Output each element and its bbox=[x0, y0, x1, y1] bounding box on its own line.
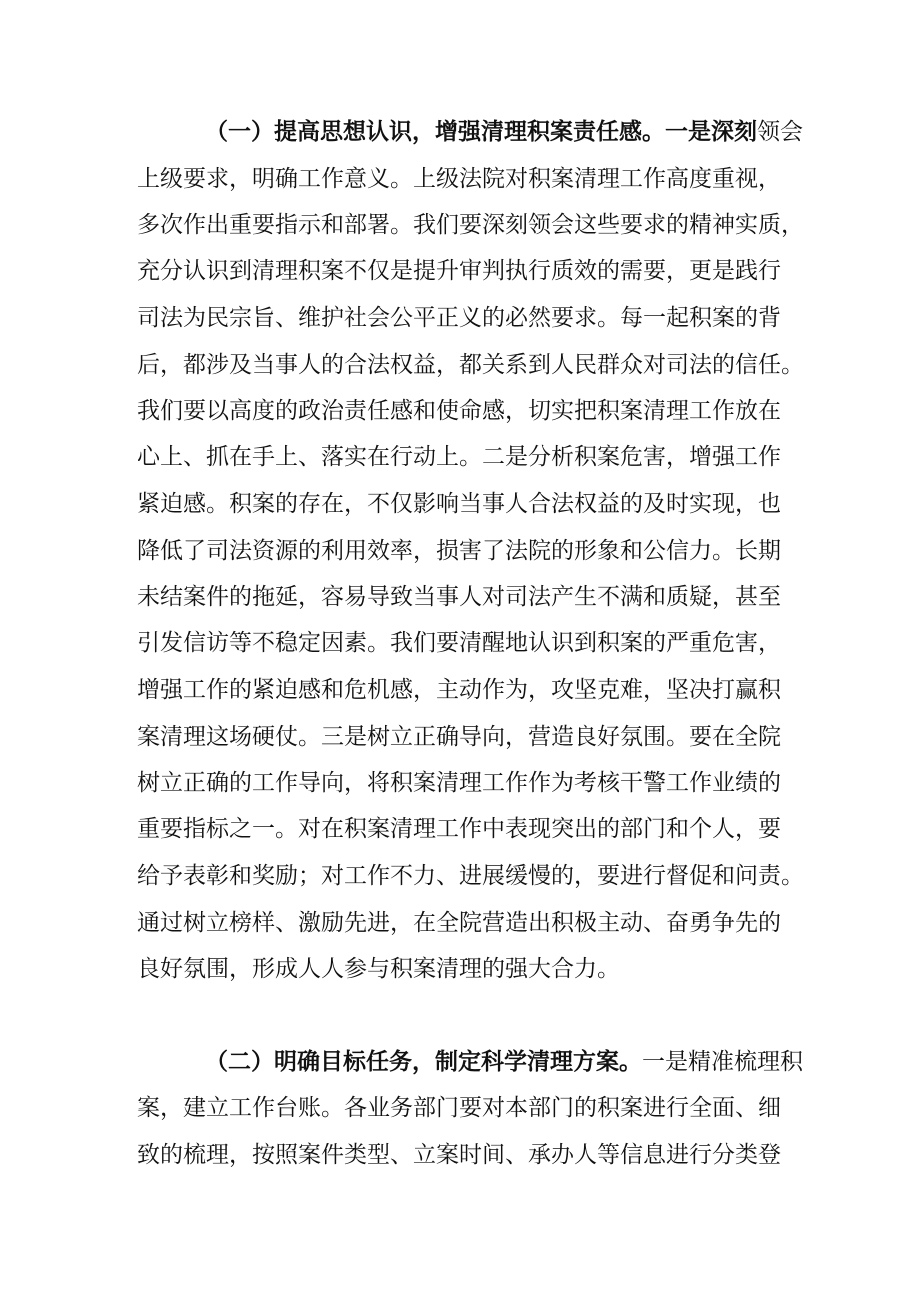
paragraph-1-text: 领会 bbox=[757, 119, 803, 145]
paragraph-1-line-14: 案清理这场硬仗。三是树立正确导向，营造良好氛围。要在全院 bbox=[137, 724, 781, 750]
paragraph-1-line-13: 增强工作的紧迫感和危机感，主动作为，攻坚克难，坚决打赢积 bbox=[137, 677, 781, 703]
paragraph-1-line-9: 紧迫感。积案的存在，不仅影响当事人合法权益的及时实现，也 bbox=[137, 491, 781, 517]
paragraph-1-line-6: 后，都涉及当事人的合法权益，都关系到人民群众对司法的信任。 bbox=[137, 352, 804, 378]
paragraph-1-line-18: 通过树立榜样、激励先进，在全院营造出积极主动、奋勇争先的 bbox=[137, 910, 781, 936]
paragraph-1-line-17: 给予表彰和奖励；对工作不力、进展缓慢的，要进行督促和问责。 bbox=[137, 863, 804, 889]
paragraph-1-line-7: 我们要以高度的政治责任感和使命感，切实把积案清理工作放在 bbox=[137, 398, 781, 424]
paragraph-1-line-1 bbox=[205, 107, 803, 157]
paragraph-1-line-2: 上级要求，明确工作意义。上级法院对积案清理工作高度重视， bbox=[137, 166, 781, 192]
paragraph-2-line-1 bbox=[205, 1037, 803, 1087]
paragraph-1-line-12: 引发信访等不稳定因素。我们要清醒地认识到积案的严重危害， bbox=[137, 630, 781, 656]
paragraph-1-line-8: 心上、抓在手上、落实在行动上。二是分析积案危害，增强工作 bbox=[137, 444, 781, 470]
paragraph-1-line-11: 未结案件的拖延，容易导致当事人对司法产生不满和质疑，甚至 bbox=[137, 584, 781, 610]
paragraph-1-line-10: 降低了司法资源的利用效率，损害了法院的形象和公信力。长期 bbox=[137, 538, 781, 564]
paragraph-1-line-16: 重要指标之一。对在积案清理工作中表现突出的部门和个人，要 bbox=[137, 816, 781, 842]
paragraph-1-line-4: 充分认识到清理积案不仅是提升审判执行质效的需要，更是践行 bbox=[137, 258, 781, 284]
paragraph-2-heading: （二）明确目标任务，制定科学清理方案。 bbox=[205, 1049, 642, 1075]
paragraph-1-line-5: 司法为民宗旨、维护社会公平正义的必然要求。每一起积案的背 bbox=[137, 305, 781, 331]
paragraph-1-line-19: 良好氛围，形成人人参与积案清理的强大合力。 bbox=[137, 956, 620, 982]
paragraph-2-text: 一是精准梳理积 bbox=[642, 1049, 803, 1075]
paragraph-1-heading: （一）提高思想认识，增强清理积案责任感。一是深刻 bbox=[205, 119, 757, 145]
paragraph-1-line-15: 树立正确的工作导向，将积案清理工作作为考核干警工作业绩的 bbox=[137, 770, 781, 796]
paragraph-2-line-3: 致的梳理，按照案件类型、立案时间、承办人等信息进行分类登 bbox=[137, 1142, 781, 1168]
paragraph-2-line-2: 案，建立工作台账。各业务部门要对本部门的积案进行全面、细 bbox=[137, 1095, 781, 1121]
paragraph-1-line-3: 多次作出重要指示和部署。我们要深刻领会这些要求的精神实质， bbox=[137, 212, 804, 238]
